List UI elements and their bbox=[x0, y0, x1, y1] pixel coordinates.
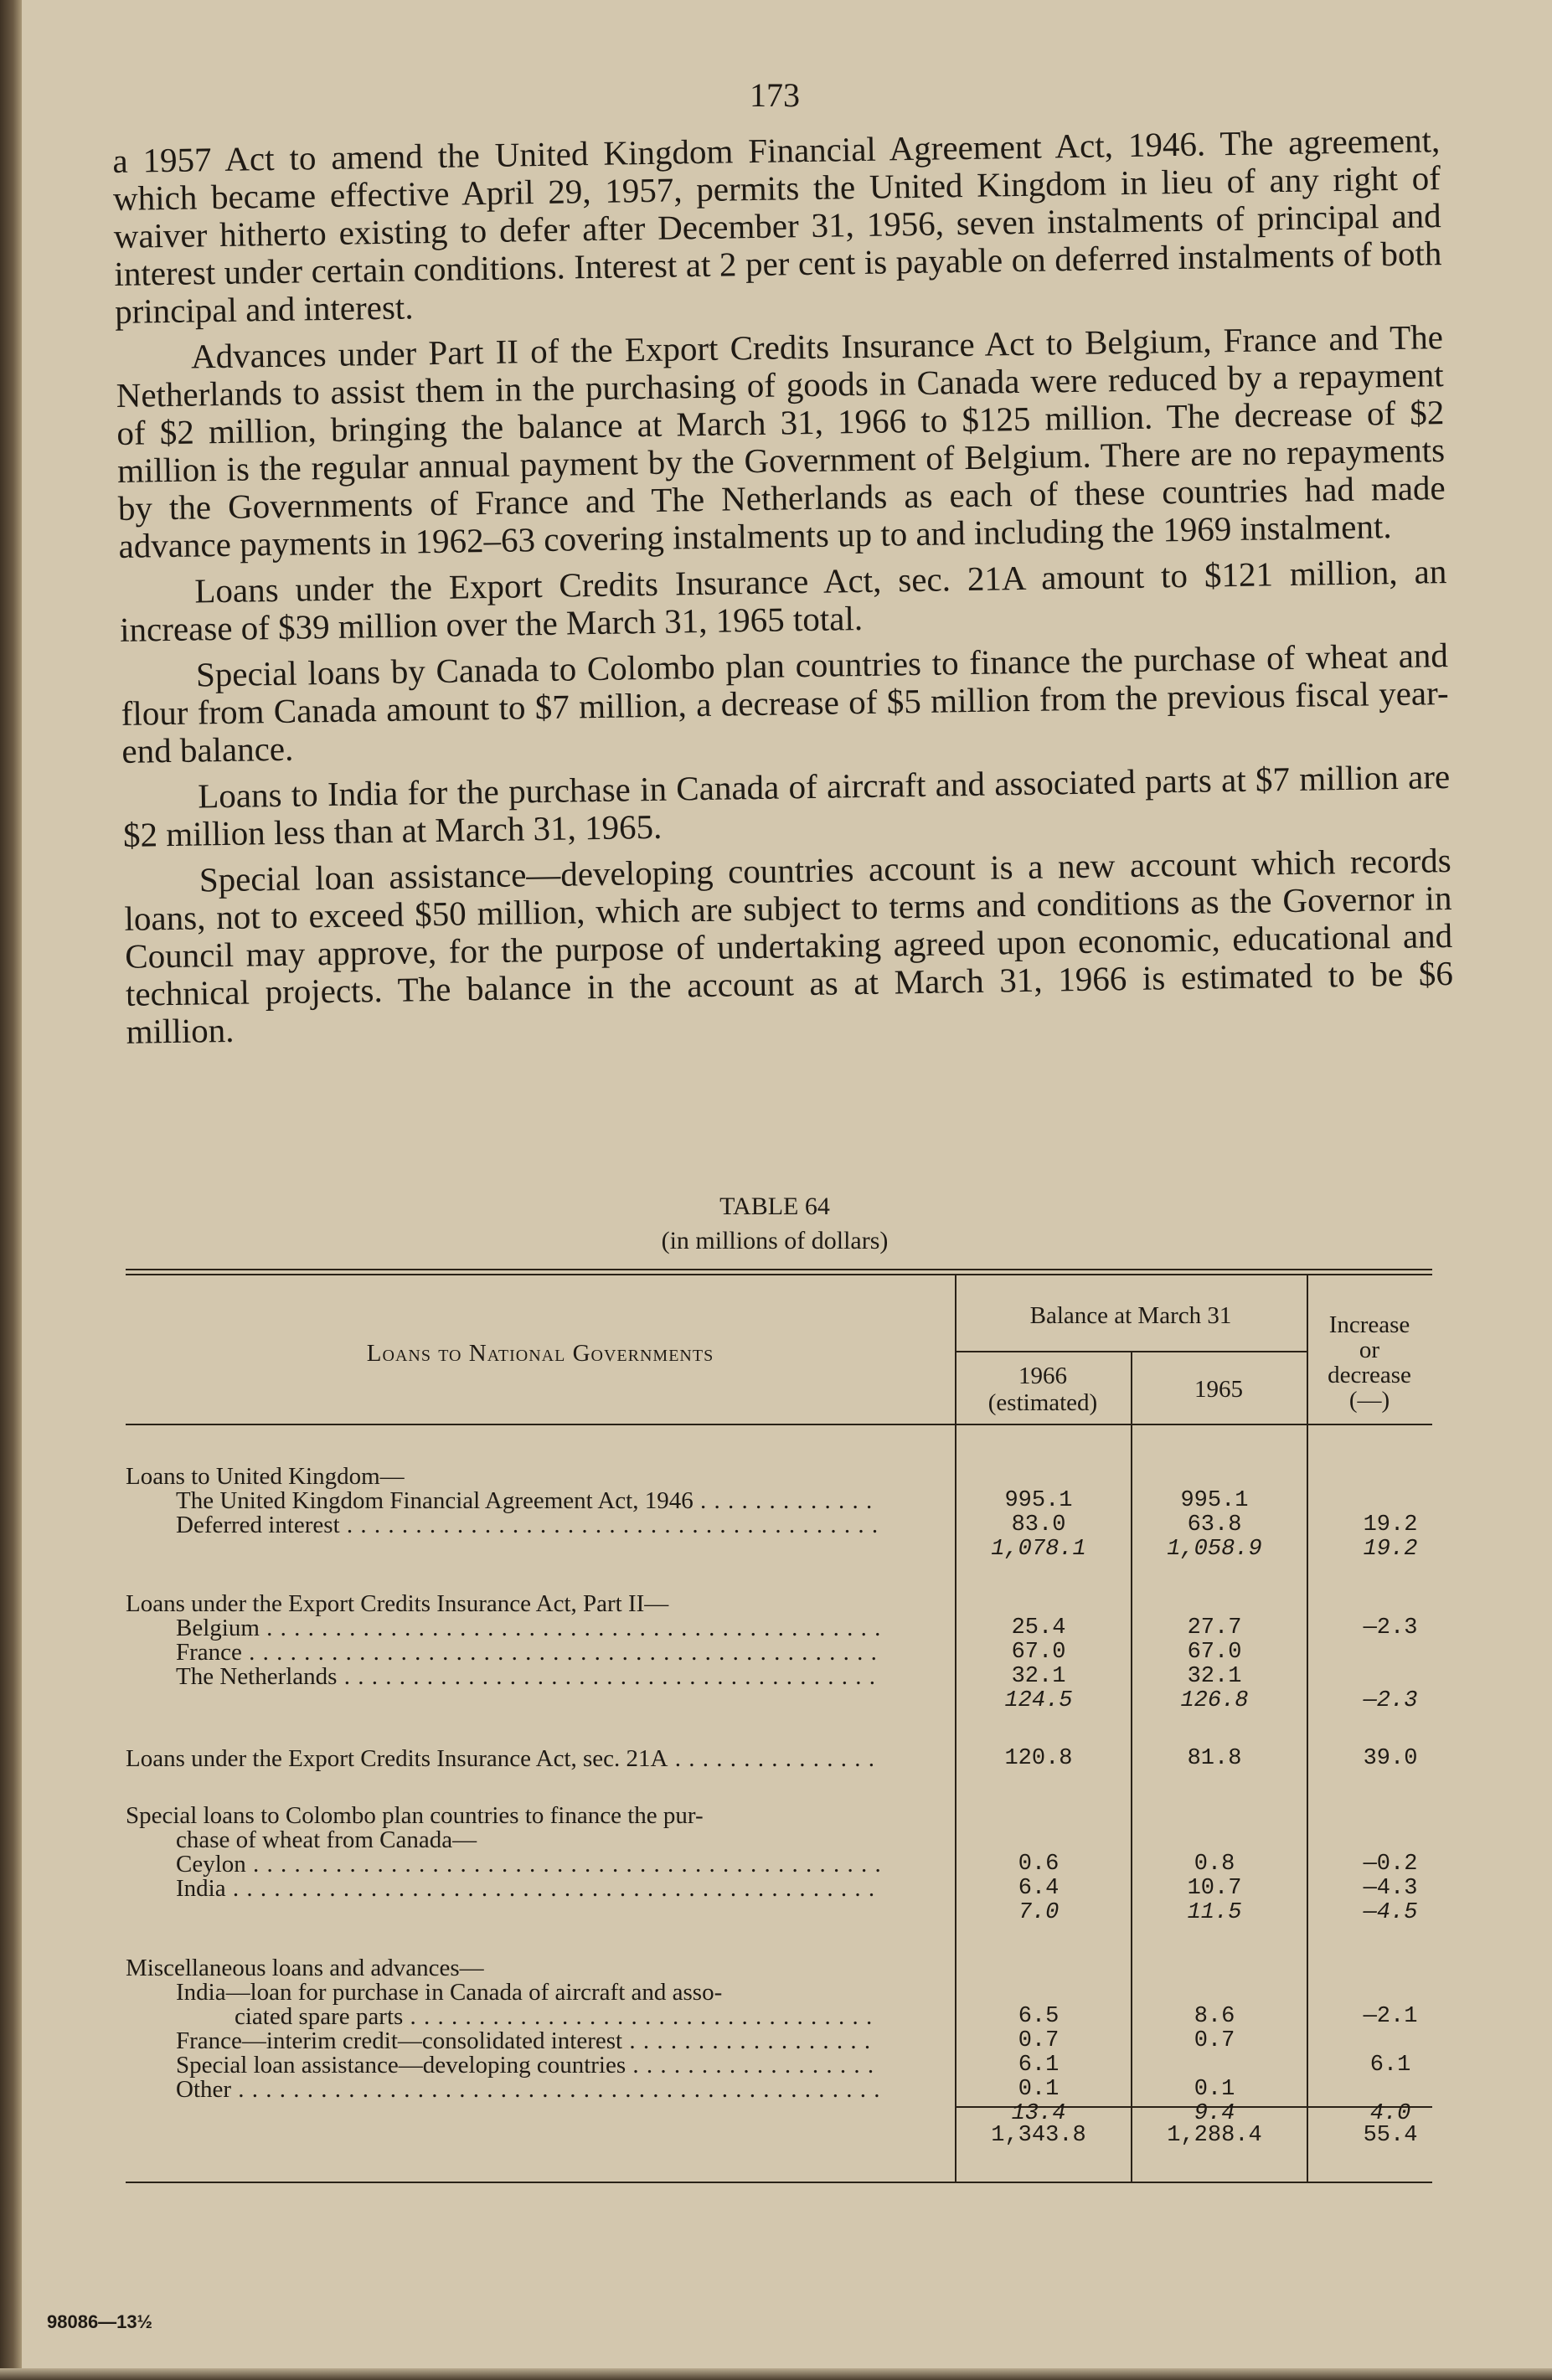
row-label: India . . . bbox=[176, 1876, 879, 1901]
cell-c2: 8.6 bbox=[1194, 2004, 1235, 2029]
paragraph: Special loan assistance—developing countries account is a new account which records loans, not to exceed $50 million, which are subject to terms and conditions as the Governor in Council may approve, for the purpose of undertaking agreed upon economic, educational and technical projects. The balance in the account as at March 31, 1966 is estimated to be $6 million. bbox=[124, 840, 1454, 1051]
table-row bbox=[126, 2077, 1432, 2102]
table-row bbox=[126, 1900, 1432, 1925]
table-row bbox=[126, 1537, 1432, 1562]
col-header-change-1: Increase bbox=[1328, 1311, 1410, 1338]
stub-header: Loans to National Governments bbox=[366, 1340, 714, 1367]
cell-c3: —2.1 bbox=[1363, 2004, 1418, 2029]
cell-c2: 63.8 bbox=[1187, 1512, 1242, 1538]
total-change: 55.4 bbox=[1363, 2123, 1418, 2148]
cell-c3: 19.2 bbox=[1363, 1512, 1418, 1538]
cell-c1: 83.0 bbox=[1011, 1512, 1066, 1538]
table-row bbox=[126, 1852, 1432, 1877]
paragraph: Loans to India for the purchase in Canada of aircraft and associated parts at $7 million are $2 million less than at March 31, 1965. bbox=[122, 757, 1451, 854]
table-bottom-rule bbox=[126, 2182, 1432, 2183]
col-header-1966-note: (estimated) bbox=[987, 1389, 1098, 1416]
group-header: Balance at March 31 bbox=[1029, 1302, 1232, 1329]
cell-c2: 11.5 bbox=[1187, 1900, 1242, 1925]
row-label: ciated spare parts . . . bbox=[235, 2004, 879, 2029]
cell-c1: 6.4 bbox=[1018, 1876, 1060, 1901]
body-text bbox=[112, 121, 1454, 1059]
cell-c1: 1,078.1 bbox=[991, 1537, 1086, 1562]
table-row bbox=[126, 1955, 1432, 1981]
cell-c3: —0.2 bbox=[1363, 1852, 1418, 1877]
cell-c2: 126.8 bbox=[1180, 1688, 1249, 1713]
table-top-rule-double bbox=[126, 1274, 1432, 1275]
table-row bbox=[126, 1876, 1432, 1901]
cell-c3: —4.5 bbox=[1363, 1900, 1418, 1925]
cell-c1: 6.5 bbox=[1018, 2004, 1060, 2029]
cell-c3: 39.0 bbox=[1363, 1746, 1418, 1771]
cell-c2: 0.7 bbox=[1194, 2028, 1235, 2053]
cell-c2: 10.7 bbox=[1187, 1876, 1242, 1901]
cell-c3: —4.3 bbox=[1363, 1876, 1418, 1901]
paragraph: Loans under the Export Credits Insurance Act, sec. 21A amount to $121 million, an increase of $39 million over the March 31, 1965 total. bbox=[119, 552, 1447, 649]
cell-c2: 67.0 bbox=[1187, 1640, 1242, 1665]
paragraph: a 1957 Act to amend the United Kingdom Financial Agreement Act, 1946. The agreement, which became effective April 29, 1957, permits the United Kingdom in lieu of any right of waiver hitherto existing to defer after December 31, 1956, seven instalments of principal and interest under certain conditions. Interest at 2 per cent is payable on deferred instalments of both principal and interest. bbox=[111, 121, 1442, 331]
table-row bbox=[126, 1512, 1432, 1538]
row-label: Other . . . bbox=[176, 2077, 879, 2102]
table-row bbox=[126, 1664, 1432, 1689]
total-1966: 1,343.8 bbox=[991, 2123, 1086, 2148]
row-label: Miscellaneous loans and advances— bbox=[126, 1955, 484, 1981]
col-header-1966 bbox=[955, 1363, 1131, 1416]
col-header-1966-year: 1966 bbox=[1018, 1363, 1067, 1389]
stub-header-rule bbox=[126, 1424, 955, 1425]
cell-c1: 13.4 bbox=[1011, 2101, 1066, 2126]
row-label: The United Kingdom Financial Agreement Act, 1946 . . . bbox=[176, 1488, 879, 1513]
cell-c1: 7.0 bbox=[1018, 1900, 1060, 1925]
row-label: Loans under the Export Credits Insurance Act, Part II— bbox=[126, 1591, 669, 1616]
document-page bbox=[109, 50, 1454, 2362]
cell-c2: 81.8 bbox=[1187, 1746, 1242, 1771]
row-label: chase of wheat from Canada— bbox=[176, 1827, 477, 1852]
table-row bbox=[126, 2028, 1432, 2053]
row-label: Loans to United Kingdom— bbox=[126, 1464, 405, 1489]
cell-c2: 995.1 bbox=[1180, 1488, 1249, 1513]
table-row bbox=[126, 1464, 1432, 1489]
table-row bbox=[126, 1688, 1432, 1713]
cell-c1: 25.4 bbox=[1011, 1615, 1066, 1641]
cell-c1: 124.5 bbox=[1004, 1688, 1073, 1713]
column-header-rule bbox=[955, 1424, 1432, 1425]
row-label: Special loans to Colombo plan countries to finance the pur- bbox=[126, 1803, 704, 1828]
table-title: TABLE 64 bbox=[719, 1193, 830, 1220]
table-row bbox=[126, 1746, 1432, 1771]
table-subtitle: (in millions of dollars) bbox=[661, 1227, 889, 1254]
table-row bbox=[126, 1615, 1432, 1641]
table-row bbox=[126, 2004, 1432, 2029]
cell-c2: 9.4 bbox=[1194, 2101, 1235, 2126]
cell-c2: 32.1 bbox=[1187, 1664, 1242, 1689]
row-label: France . . . bbox=[176, 1640, 879, 1665]
row-label: The Netherlands . . . bbox=[176, 1664, 879, 1689]
cell-c1: 32.1 bbox=[1011, 1664, 1066, 1689]
table-row bbox=[126, 1488, 1432, 1513]
cell-c2: 27.7 bbox=[1187, 1615, 1242, 1641]
col-header-1965: 1965 bbox=[1194, 1376, 1243, 1403]
cell-c1: 0.6 bbox=[1018, 1852, 1060, 1877]
table-row bbox=[126, 2053, 1432, 2078]
cell-c1: 0.1 bbox=[1018, 2077, 1060, 2102]
table-top-rule bbox=[126, 1269, 1432, 1270]
cell-c2: 0.8 bbox=[1194, 1852, 1235, 1877]
cell-c3: 6.1 bbox=[1369, 2053, 1411, 2078]
table-row bbox=[126, 1803, 1432, 1828]
table-row bbox=[126, 1640, 1432, 1665]
row-label: Deferred interest . . . bbox=[176, 1512, 879, 1538]
row-label: Special loan assistance—developing countries . . . bbox=[176, 2053, 879, 2078]
book-binding-edge bbox=[0, 0, 22, 2380]
table-row bbox=[126, 1827, 1432, 1852]
cell-c3: —2.3 bbox=[1363, 1688, 1418, 1713]
page-number: 173 bbox=[750, 76, 800, 114]
paragraph: Special loans by Canada to Colombo plan countries to finance the purchase of wheat and flour from Canada amount to $7 million, a decrease of $5 million from the previous fiscal year-end balance. bbox=[121, 636, 1449, 770]
table-row bbox=[126, 1980, 1432, 2005]
paragraph: Advances under Part II of the Export Credits Insurance Act to Belgium, France and The Netherlands to assist them in the purchasing of goods in Canada were reduced by a repayment of $2 million, bringing the balance at March 31, 1966 to $125 million. The decrease of $2 million is the regular annual payment by the Government of Belgium. There are no repayments by the Governments of France and The Netherlands as each of these countries had made advance payments in 1962–63 covering instalments up to and including the 1969 instalment. bbox=[116, 317, 1446, 565]
col-header-change-3: decrease (—) bbox=[1328, 1362, 1411, 1414]
cell-c3: —2.3 bbox=[1363, 1615, 1418, 1641]
col-header-change bbox=[1307, 1312, 1432, 1413]
row-label: France—interim credit—consolidated interest . . . bbox=[176, 2028, 879, 2053]
cell-c1: 67.0 bbox=[1011, 1640, 1066, 1665]
cell-c3: 4.0 bbox=[1369, 2101, 1411, 2126]
cell-c2: 0.1 bbox=[1194, 2077, 1235, 2102]
row-label: Ceylon . . . bbox=[176, 1852, 879, 1877]
cell-c1: 995.1 bbox=[1004, 1488, 1073, 1513]
cell-c3: 19.2 bbox=[1363, 1537, 1418, 1562]
row-label: India—loan for purchase in Canada of aircraft and asso- bbox=[176, 1980, 723, 2005]
col-header-change-2: or bbox=[1359, 1337, 1380, 1363]
cell-c2: 1,058.9 bbox=[1167, 1537, 1262, 1562]
table-total-row bbox=[126, 2123, 1432, 2148]
row-label: Belgium . . . bbox=[176, 1615, 879, 1641]
page-bottom-edge bbox=[0, 2368, 1552, 2380]
loans-table bbox=[126, 1269, 1432, 2207]
table-row bbox=[126, 1591, 1432, 1616]
cell-c1: 0.7 bbox=[1018, 2028, 1060, 2053]
total-1965: 1,288.4 bbox=[1167, 2123, 1262, 2148]
cell-c1: 6.1 bbox=[1018, 2053, 1060, 2078]
cell-c1: 120.8 bbox=[1004, 1746, 1073, 1771]
row-label: Loans under the Export Credits Insurance Act, sec. 21A . . . bbox=[126, 1746, 879, 1771]
footer-code: 98086—13½ bbox=[47, 2311, 152, 2332]
